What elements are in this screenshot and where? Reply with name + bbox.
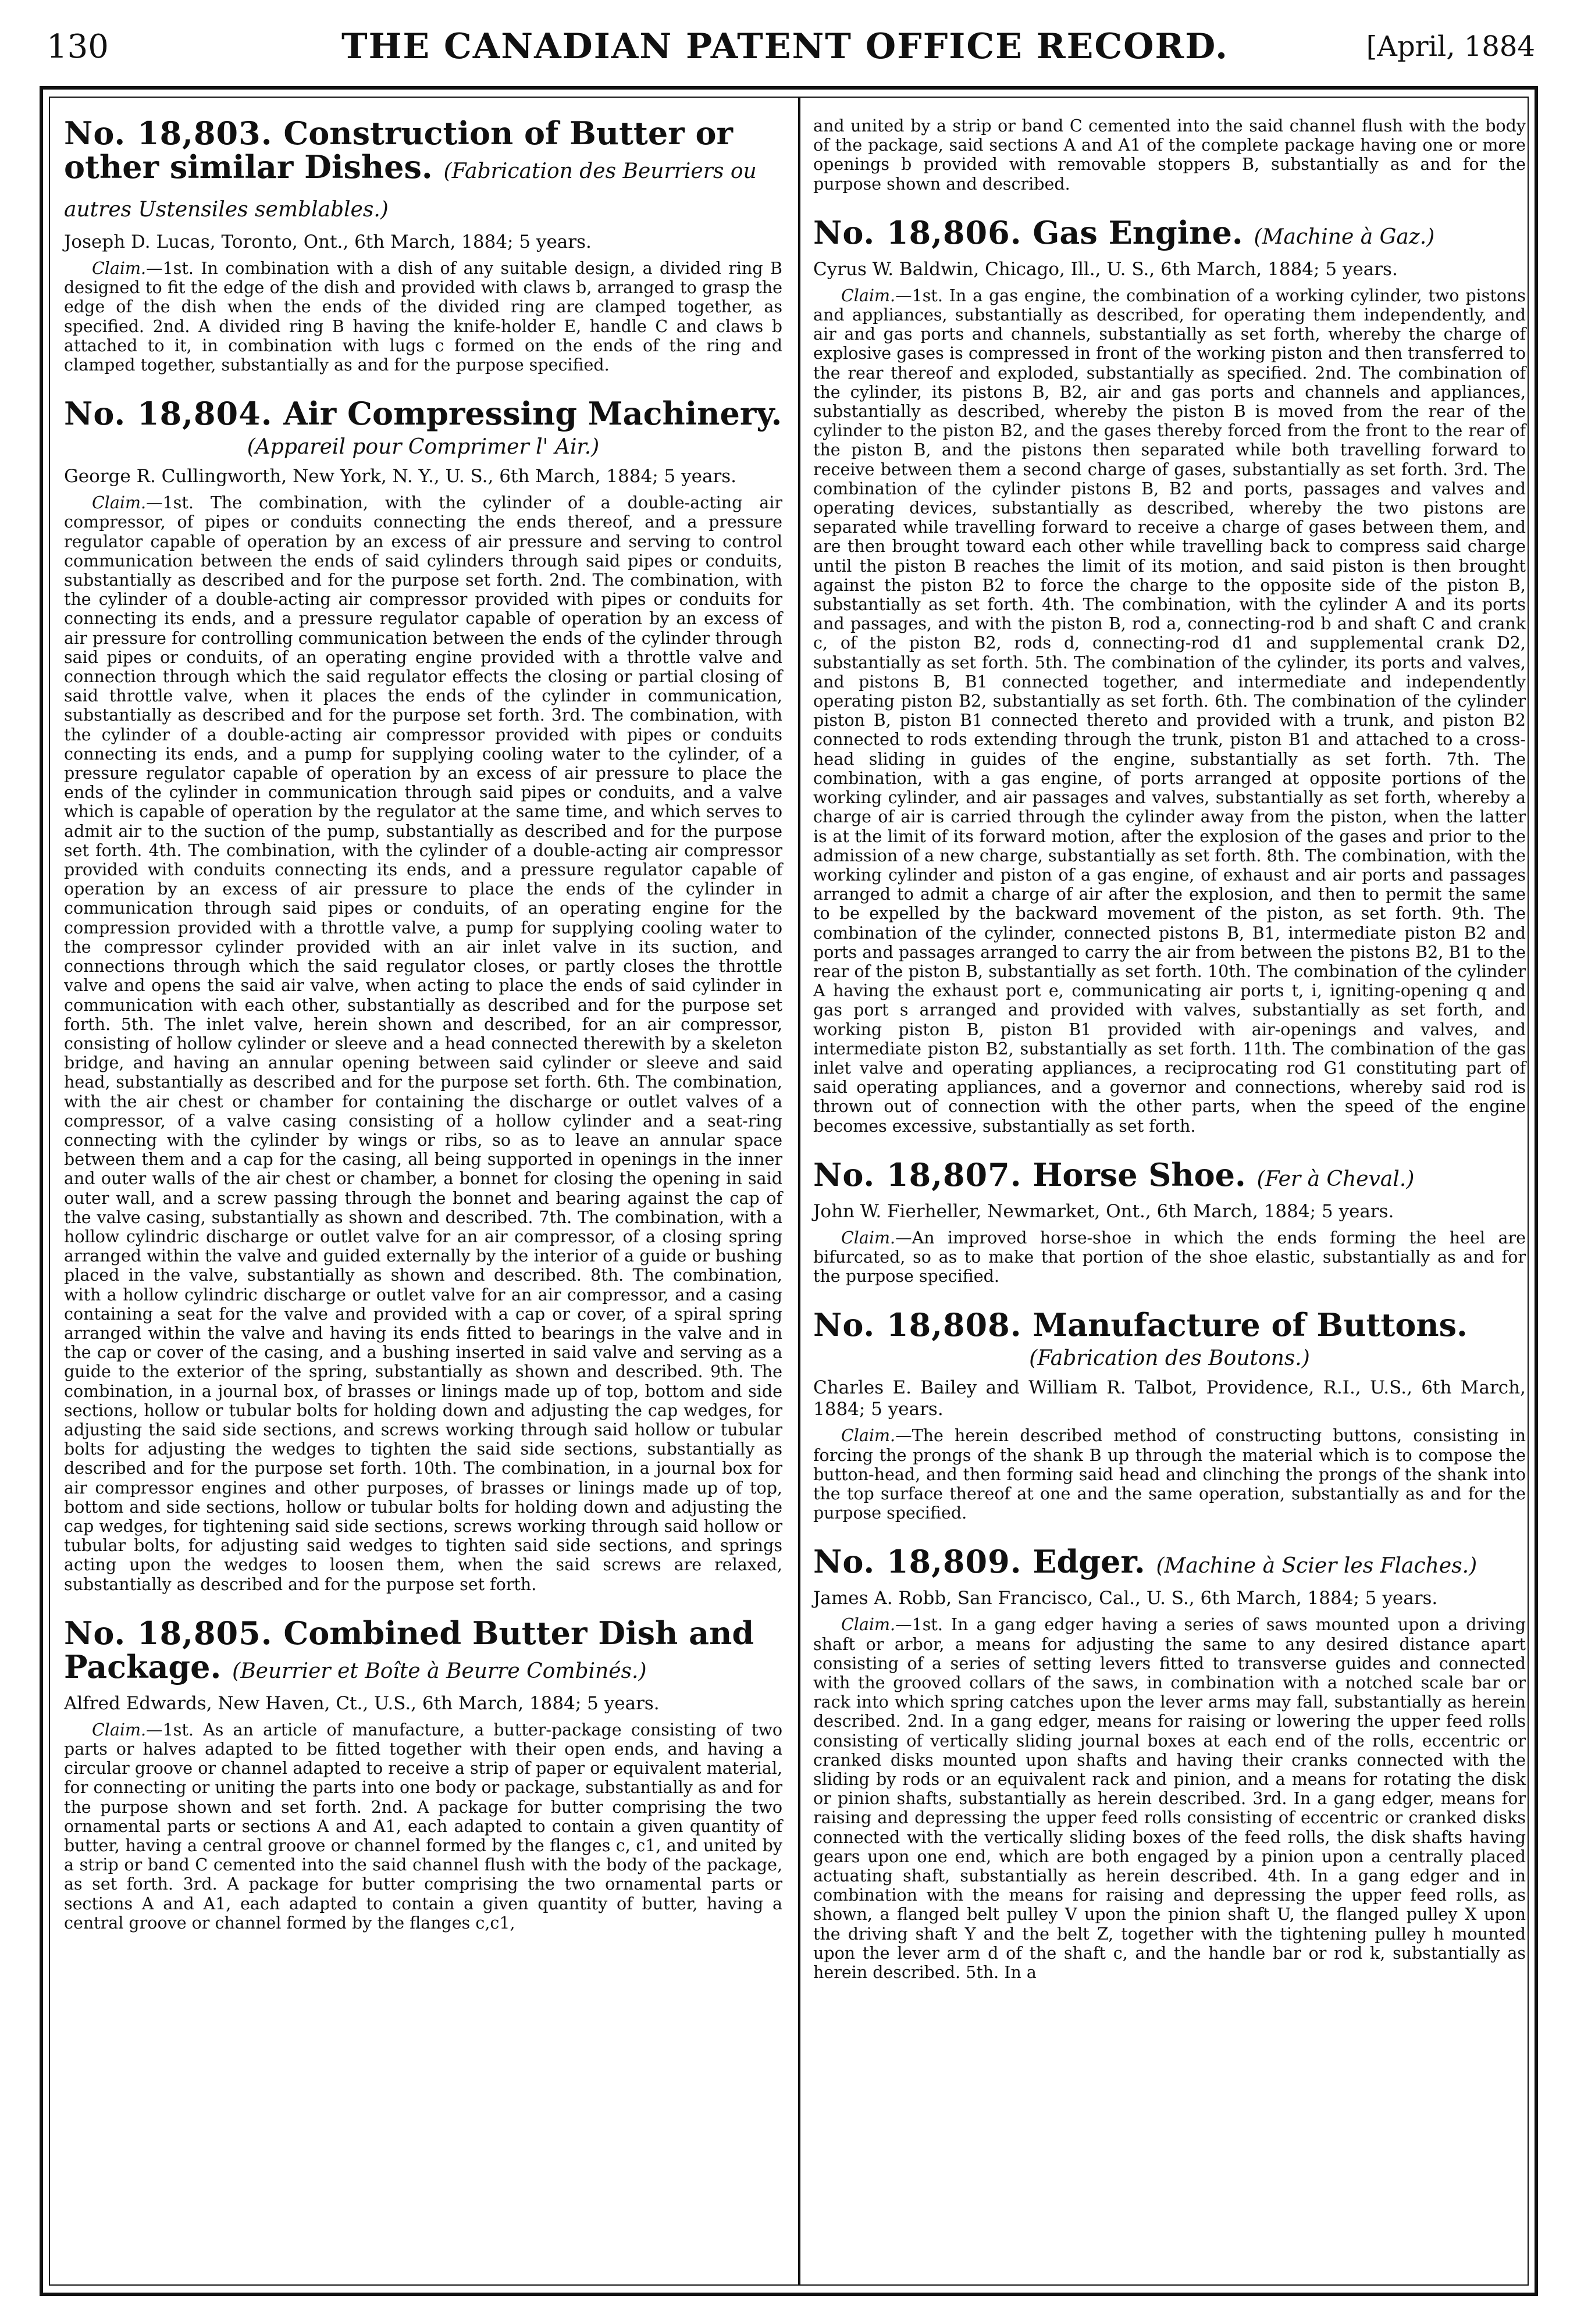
running-title: THE CANADIAN PATENT OFFICE RECORD.: [341, 26, 1229, 67]
inventor-line: Joseph D. Lucas, Toronto, Ont., 6th March, 1884; 5 years.: [64, 231, 592, 252]
claim-label: Claim.: [841, 1426, 896, 1446]
claim-label: Claim.: [841, 1228, 896, 1247]
patent-title: Air Compressing Machinery.: [283, 395, 782, 433]
issue-date: [April, 1884: [1366, 30, 1535, 63]
claim-body: —1st. In combination with a dish of any suitable design, a divided ring B designed to fit the edge of the dish and provided with claws b, arranged to grasp the edge of the dish when the ends of the divided ring are clamped together, as specified. 2nd. A divided ring B having the knife-holder E, handle C and claws b attached to it, in combination with lugs c formed on the ends of the ring and clamped together, substantially as and for the purpose specified.: [64, 259, 782, 375]
claim-label: Claim.: [841, 286, 896, 305]
claim-text: [813, 286, 1526, 1136]
claim-text: [813, 1615, 1526, 1982]
inventor-line: James A. Robb, San Francisco, Cal., U. S., 6th March, 1884; 5 years.: [813, 1588, 1438, 1609]
left-column: [64, 116, 782, 1955]
patent-number: No. 18,804.: [64, 395, 273, 433]
french-title: (Machine à Scier les Flaches.): [1156, 1554, 1478, 1578]
claim-text: [64, 259, 782, 375]
claim-label: Claim.: [841, 1615, 896, 1635]
inventor-line: Charles E. Bailey and William R. Talbot, Providence, R.I., U.S., 6th March, 1884; 5 years.: [813, 1377, 1526, 1420]
right-column: [813, 116, 1526, 2004]
claim-label: Claim.: [92, 259, 147, 278]
french-title: (Machine à Gaz.): [1254, 224, 1435, 249]
patent-entry-18809: [813, 1545, 1526, 1982]
patent-entry-18804: [64, 397, 782, 1594]
patent-number: No. 18,807.: [813, 1156, 1022, 1193]
patent-title: Combined Butter Dish and Package.: [64, 1614, 754, 1685]
claim-label: Claim.: [92, 1720, 147, 1740]
patent-number: No. 18,803.: [64, 115, 273, 152]
claim-text: [64, 493, 782, 1594]
french-title: (Appareil pour Comprimer l' Air.): [247, 435, 600, 459]
inventor-line: George R. Cullingworth, New York, N. Y., U. S., 6th March, 1884; 5 years.: [64, 466, 737, 487]
patent-number: No. 18,806.: [813, 213, 1022, 251]
patent-title: Manufacture of Buttons.: [1033, 1306, 1468, 1344]
continuation-18805: [813, 116, 1526, 194]
french-title: (Fabrication des Beurriers ou autres Ustensiles semblables.): [64, 159, 757, 222]
page-header: [23, 23, 1547, 81]
patent-number: No. 18,808.: [813, 1306, 1022, 1344]
french-title: (Fer à Cheval.): [1256, 1167, 1415, 1191]
inventor-line: Cyrus W. Baldwin, Chicago, Ill., U. S., 6th March, 1884; 5 years.: [813, 258, 1398, 280]
patent-number: No. 18,805.: [64, 1614, 273, 1652]
patent-title: Edger.: [1033, 1543, 1145, 1581]
claim-continuation: and united by a strip or band C cemented into the said channel flush with the body of the package, said sections A and A1 of the complete package having one or more openings b provided with removable stoppers B, substantially as and for the purpose shown and described.: [813, 116, 1526, 194]
patent-entry-18807: [813, 1158, 1526, 1286]
claim-text: [64, 1720, 782, 1933]
claim-body: —An improved horse-shoe in which the ends forming the heel are bifurcated, so as to make that portion of the shoe elastic, substantially as and for the purpose specified.: [813, 1228, 1526, 1286]
page-number: 130: [47, 28, 109, 66]
claim-body: —1st. The combination, with the cylinder of a double-acting air compressor, of pipes or conduits connecting the ends thereof, and a pressure regulator capable of operation by an excess of air pressure and serving to control communication between the ends of said cylinders through said pipes or conduits, substantially as described and for the purpose set forth. 2nd. The combination, with the cylinder of a double-acting air compressor provided with pipes or conduits for connecting its ends, and a pressure regulator capable of operation by an excess of air pressure for controlling communication between the ends of the cylinder through said pipes or conduits, of an operating engine provided with a throttle valve and connection through which the said regulator effects the closing or partial closing of said throttle valve, when it places the ends of the cylinder in communication, substantially as described and for the purpose set forth. 3rd. The combination, with the cylinder of a double-acting air compressor provided with pipes or conduits connecting its ends, and a pump for supplying cooling water to the cylinder, of a pressure regulator capable of operation by an excess of air pressure to place the ends of the cylinder in communication through said pipes or conduits, and a valve which is capable of operation by the regulator at the same time, and which serves to admit air to the suction of the pump, substantially as described and for the purpose set forth. 4th. The combination, with the cylinder of a double-acting air compressor provided with conduits connecting its ends, and a pressure regulator capable of operation by an excess of air pressure to place the ends of the cylinder in communication through said pipes or conduits, of an operating engine for the compression provided with a throttle valve, a pump for supplying cooling water to the compressor cylinder provided with an air inlet valve in its suction, and connections through which the said regulator closes, or partly closes the throttle valve and opens the said air valve, when acting to place the ends of said cylinder in communication with each other, substantially as described and for the purpose set forth. 5th. The inlet valve, herein shown and described, for an air compressor, consisting of hollow cylinder or sleeve and a head connected therewith by a skeleton bridge, and having an annular opening between said cylinder or sleeve and said head, substantially as described and for the purpose set forth. 6th. The combination, with the air chest or chamber for containing the discharge or outlet valves of a compressor, of a valve casing consisting of a hollow cylinder and a seat-ring connecting with the cylinder by wings or ribs, so as to leave an annular space between them and a cap for the casing, all being supported in openings in the inner and outer walls of the air chest or chamber, a bonnet for closing the opening in said outer wall, and a screw passing through the bonnet and bearing against the cap of the valve casing, substantially as shown and described. 7th. The combination, with a hollow cylindric discharge or outlet valve for an air compressor, of a closing spring arranged within the valve and guided externally by the interior of a guide or bushing placed in the valve, substantially as shown and described. 8th. The combination, with a hollow cylindric discharge or outlet valve for an air compressor, and a casing containing a seat for the valve and provided with a cap or cover, of a spiral spring arranged within the valve and having its ends fitted to bearings in the valve and in the cap or cover of the casing, and a bushing inserted in said valve and serving as a guide to the exterior of the spring, substantially as shown and described. 9th. The combination, in a journal box, of brasses or linings made up of top, bottom and side sections, hollow or tubular bolts for holding down and adjusting the cap wedges, for adjusting the said side sections, and screws working through said hollow or tubular bolts for adjusting the wedges to tighten the said side sections, substantially as described and for the purpose set forth. 10th. The combination, in a journal box for air compressor engines and other purposes, of brasses or linings made up of top, bottom and side sections, hollow or tubular bolts for holding down and adjusting the cap wedges, for tightening said side sections, screws working through said hollow or tubular bolts, for adjusting said wedges to tighten said side sections, and springs acting upon the wedges to loosen them, when the said screws are relaxed, substantially as described and for the purpose set forth.: [64, 493, 782, 1594]
patent-title: Construction of Butter or other similar Dishes.: [64, 115, 733, 186]
claim-body: —1st. As an article of manufacture, a butter-package consisting of two parts or halves adapted to be fitted together with their open ends, and having a circular groove or channel adapted to receive a strip of paper or equivalent material, for connecting or uniting the parts into one body or package, substantially as and for the purpose shown and set forth. 2nd. A package for butter comprising the two ornamental parts or sections A and A1, each adapted to contain a given quantity of butter, having a central groove or channel formed by the flanges c, c1, and united by a strip or band C cemented into the said channel flush with the body of the package, as set forth. 3rd. A package for butter comprising the two ornamental parts or sections A and A1, each adapted to contain a given quantity of butter, having a central groove or channel formed by the flanges c,c1,: [64, 1720, 782, 1933]
french-title: (Beurrier et Boîte à Beurre Combinés.): [232, 1659, 647, 1683]
claim-body: —The herein described method of constructing buttons, consisting in forcing the prongs of the shank B up through the material which is to compose the button-head, and then forming said head and clinching the prongs of the shank into the top surface thereof at one and the same operation, substantially as and for the purpose specified.: [813, 1426, 1526, 1523]
patent-title: Horse Shoe.: [1033, 1156, 1246, 1193]
claim-body: —1st. In a gas engine, the combination of a working cylinder, two pistons and appliances, substantially as described, for operating them independently, and air and gas ports and channels, substantially as set forth, whereby the charge of explosive gases is compressed in front of the working piston and then transferred to the rear thereof and exploded, substantially as specified. 2nd. The combination of the cylinder, its pistons B, B2, air and gas ports and channels and appliances, substantially as described, whereby the piston B is moved from the rear of the cylinder to the piston B2, and the gases thereby forced from the front to the rear of the piston B, and the pistons then separated while both travelling forward to receive between them a second charge of gases, substantially as set forth. 3rd. The combination of the cylinder pistons B, B2 and ports, passages and valves and operating devices, substantially as described, whereby the two pistons are separated while travelling forward to receive a charge of gases between them, and are then brought toward each other while travelling back to compress said charge until the piston B reaches the limit of its motion, and said piston is then brought against the piston B2 to force the charge to the opposite side of the piston B, substantially as set forth. 4th. The combination, with the cylinder A and its ports and passages, and with the piston B, rod a, connecting-rod b and shaft C and crank c, of the piston B2, rods d, connecting-rod d1 and supplemental crank D2, substantially as set forth. 5th. The combination of the cylinder, its ports and valves, and pistons B, B1 connected together, and intermediate and independently operating piston B2, substantially as set forth. 6th. The combination of the cylinder piston B, piston B1 connected thereto and provided with a trunk, and piston B2 connected to rods extending through the trunk, piston B1 and attached to a cross-head sliding in guides of the engine, substantially as set forth. 7th. The combination, with a gas engine, of ports arranged at opposite portions of the working cylinder, and air passages and valves, substantially as set forth, whereby a charge of air is carried through the cylinder away from the piston, when the latter is at the limit of its forward motion, after the explosion of the gases and prior to the admission of a new charge, substantially as set forth. 8th. The combination, with the working cylinder and piston of a gas engine, of exhaust and air ports and passages arranged to admit a charge of air after the explosion, and then to permit the same to be expelled by the backward movement of the piston, as set forth. 9th. The combination of the cylinder, connected pistons B, B1, intermediate piston B2 and ports and passages arranged to carry the air from between the pistons B2, B1 to the rear of the piston B, substantially as set forth. 10th. The combination of the cylinder A having the exhaust port e, communicating air ports t, i, igniting-opening q and gas port s arranged and provided with valves, substantially as set forth, and working piston B, piston B1 provided with air-openings and valves, and intermediate piston B2, substantially as set forth. 11th. The combination of the gas inlet valve and operating appliances, a reciprocating rod G1 constituting part of said operating appliances, and a governor and connections, whereby said rod is thrown out of connection with the other parts, when the speed of the engine becomes excessive, substantially as set forth.: [813, 286, 1526, 1136]
patent-entry-18805: [64, 1616, 782, 1933]
claim-text: [813, 1426, 1526, 1523]
claim-text: [813, 1228, 1526, 1286]
inventor-line: Alfred Edwards, New Haven, Ct., U.S., 6th March, 1884; 5 years.: [64, 1692, 660, 1714]
french-title: (Fabrication des Boutons.): [1029, 1346, 1310, 1371]
claim-body: —1st. In a gang edger having a series of saws mounted upon a driving shaft or arbor, a means for adjusting the same to any desired distance apart consisting of a series of setting levers fitted to transverse guides and connected with the grooved collars of the saws, in combination with a notched scale bar or rack into which spring catches upon the lever arms may fall, substantially as herein described. 2nd. In a gang edger, means for raising or lowering the upper feed rolls consisting of vertically sliding journal boxes at each end of the rolls, eccentric or cranked disks mounted upon shafts and having their cranks connected with the sliding by rods or an equivalent rack and pinion, and a means for rotating the disk or pinion shafts, substantially as herein described. 3rd. In a gang edger, means for raising and depressing the upper feed rolls consisting of eccentric or cranked disks connected with the vertically sliding boxes of the feed rolls, the disk shafts having gears upon one end, which are both engaged by a pinion upon a centrally placed actuating shaft, substantially as herein described. 4th. In a gang edger and in combination with the means for raising and depressing the upper feed rolls, as shown, a flanged belt pulley V upon the pinion shaft U, the flanged pulley X upon the driving shaft Y and the belt Z, together with the tightening pulley h mounted upon the lever arm d of the shaft c, and the handle bar or rod k, substantially as herein described. 5th. In a: [813, 1615, 1526, 1983]
patent-entry-18808: [813, 1308, 1526, 1523]
patent-title: Gas Engine.: [1033, 213, 1243, 251]
claim-label: Claim.: [92, 493, 147, 513]
patent-entry-18803: [64, 116, 782, 375]
patent-number: No. 18,809.: [813, 1543, 1022, 1581]
inventor-line: John W. Fierheller, Newmarket, Ont., 6th March, 1884; 5 years.: [813, 1200, 1394, 1222]
column-divider: [798, 97, 800, 2286]
patent-entry-18806: [813, 213, 1526, 1136]
